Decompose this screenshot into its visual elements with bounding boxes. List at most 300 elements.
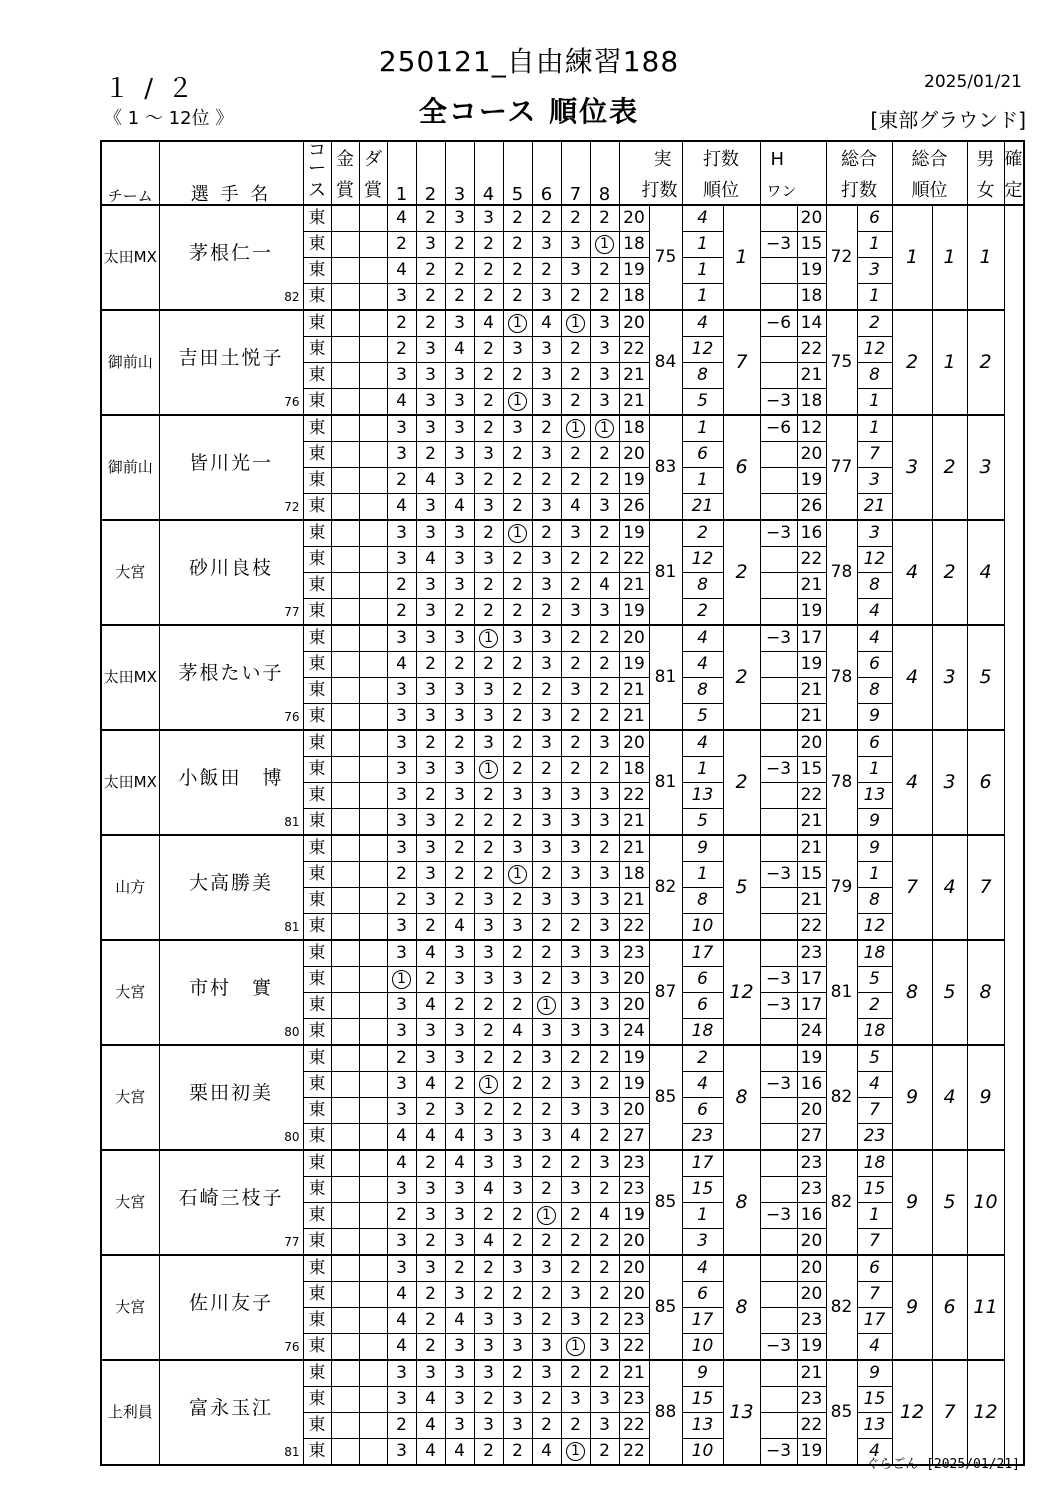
hole-score-3 — [445, 547, 474, 573]
course-cell: 東 — [303, 835, 331, 862]
player-age: 76 — [284, 1340, 300, 1354]
gold-prize-cell — [331, 520, 359, 547]
player-age: 81 — [284, 815, 300, 829]
round-total-rank: 1 — [857, 232, 892, 258]
hole-score-2 — [416, 1282, 445, 1308]
hole-score-1 — [387, 1413, 416, 1439]
print-date: 2025/01/21 — [924, 72, 1022, 92]
player-name: 茅根たい子 — [178, 662, 284, 684]
gold-prize-cell — [331, 652, 359, 678]
hole-score-value: 3 — [425, 838, 436, 858]
hole-score-value: 3 — [570, 1021, 581, 1041]
hole-score-value: 2 — [483, 260, 494, 280]
hole-score-value: 2 — [512, 549, 523, 569]
round-rank: 17 — [682, 1308, 723, 1334]
hole-score-value: 2 — [425, 1336, 436, 1356]
hole-score-value: 4 — [425, 1441, 436, 1461]
gold-prize-cell — [331, 862, 359, 888]
hole-score-value: 4 — [454, 496, 465, 516]
da-prize-cell — [359, 1098, 387, 1124]
hole-score-value: 2 — [541, 418, 552, 438]
hole-score-5 — [503, 757, 532, 783]
hole-score-value: 3 — [396, 1021, 407, 1041]
round-rank: 5 — [682, 809, 723, 836]
round-subtotal: 21 — [619, 363, 649, 389]
team-name: 大宮 — [101, 940, 159, 1045]
hole-score-value: 3 — [396, 1074, 407, 1094]
round-total-rank: 8 — [857, 363, 892, 389]
hole-score-value: 3 — [425, 391, 436, 411]
hole-score-5 — [503, 310, 532, 337]
round-total: 15 — [797, 232, 826, 258]
hole-in-one-bonus — [760, 1360, 797, 1387]
course-cell: 東 — [303, 415, 331, 442]
hole-in-one-mark: 1 — [508, 314, 527, 333]
hole-score-8 — [590, 652, 619, 678]
hole-score-value: 2 — [570, 1048, 581, 1068]
da-prize-cell — [359, 862, 387, 888]
hole-in-one-bonus: −3 — [760, 993, 797, 1019]
gold-prize-cell — [331, 205, 359, 232]
page-number: １ / ２ — [104, 74, 197, 104]
hole-score-2 — [416, 258, 445, 284]
hole-score-value: 2 — [396, 864, 407, 884]
hole-score-value: 3 — [541, 1021, 552, 1041]
hole-score-4 — [474, 914, 503, 941]
hole-score-value: 3 — [396, 706, 407, 726]
hole-score-7 — [561, 1334, 590, 1361]
hole-score-value: 3 — [396, 1441, 407, 1461]
hole-score-4 — [474, 809, 503, 836]
hole-score-value: 2 — [541, 1100, 552, 1120]
gold-prize-cell — [331, 284, 359, 311]
player-name: 吉田土悦子 — [178, 347, 284, 369]
hole-score-3 — [445, 1019, 474, 1046]
hole-score-value: 2 — [541, 1389, 552, 1409]
hole-score-value: 3 — [396, 680, 407, 700]
hole-score-8 — [590, 232, 619, 258]
round-subtotal: 20 — [619, 205, 649, 232]
hole-score-8 — [590, 599, 619, 626]
gold-prize-cell — [331, 1360, 359, 1387]
hole-score-value: 2 — [396, 575, 407, 595]
round-rank: 2 — [682, 1045, 723, 1072]
hole-score-value: 4 — [541, 313, 552, 333]
round-total: 18 — [797, 389, 826, 416]
round-subtotal: 18 — [619, 757, 649, 783]
da-prize-cell — [359, 363, 387, 389]
total-rank: 7 — [892, 835, 932, 940]
hole-in-one-bonus: −3 — [760, 1072, 797, 1098]
hole-score-value: 3 — [570, 864, 581, 884]
hole-score-value: 2 — [570, 1258, 581, 1278]
hole-score-value: 3 — [483, 496, 494, 516]
hole-score-value: 2 — [570, 208, 581, 228]
hole-score-8 — [590, 835, 619, 862]
table-row — [101, 520, 1024, 547]
hole-score-value: 3 — [541, 1048, 552, 1068]
round-total: 21 — [797, 573, 826, 599]
hole-score-5 — [503, 1255, 532, 1282]
hole-score-7 — [561, 993, 590, 1019]
hole-score-value: 3 — [570, 943, 581, 963]
hole-score-value: 2 — [454, 864, 465, 884]
course-cell: 東 — [303, 1098, 331, 1124]
hole-score-5 — [503, 914, 532, 941]
hole-score-value: 3 — [570, 811, 581, 831]
round-subtotal: 19 — [619, 468, 649, 494]
hole-score-5 — [503, 337, 532, 363]
hole-in-one-bonus — [760, 573, 797, 599]
player-age: 76 — [284, 710, 300, 724]
hole-score-value: 3 — [396, 365, 407, 385]
hole-in-one-bonus: −3 — [760, 232, 797, 258]
hole-score-5 — [503, 494, 532, 521]
round-total-rank: 7 — [857, 1229, 892, 1256]
course-cell: 東 — [303, 993, 331, 1019]
round-total: 23 — [797, 940, 826, 967]
round-subtotal: 22 — [619, 547, 649, 573]
total-strokes: 79 — [826, 835, 857, 940]
hole-score-3 — [445, 1439, 474, 1466]
total-strokes: 78 — [826, 625, 857, 730]
hole-score-value: 4 — [483, 313, 494, 333]
hole-score-1 — [387, 625, 416, 652]
hole-score-value: 3 — [483, 1126, 494, 1146]
hole-score-value: 3 — [454, 1336, 465, 1356]
header-course-bottom: ス — [303, 178, 331, 205]
player-name: 市村 實 — [188, 977, 273, 999]
hole-in-one-mark: 1 — [566, 1337, 585, 1356]
hole-score-4 — [474, 1072, 503, 1098]
round-total-rank: 7 — [857, 442, 892, 468]
round-subtotal: 18 — [619, 862, 649, 888]
hole-score-2 — [416, 1360, 445, 1387]
hole-score-8 — [590, 442, 619, 468]
player-name: 富永玉江 — [188, 1397, 273, 1419]
table-row — [101, 730, 1024, 757]
course-cell: 東 — [303, 730, 331, 757]
hole-score-value: 2 — [425, 313, 436, 333]
total-rank: 4 — [892, 730, 932, 835]
hole-score-2 — [416, 993, 445, 1019]
gold-prize-cell — [331, 310, 359, 337]
round-total-rank: 4 — [857, 1439, 892, 1466]
course-cell: 東 — [303, 389, 331, 416]
hole-score-4 — [474, 652, 503, 678]
hole-score-value: 3 — [454, 313, 465, 333]
round-subtotal: 23 — [619, 1308, 649, 1334]
da-prize-cell — [359, 757, 387, 783]
hole-score-6 — [532, 940, 561, 967]
hole-score-value: 2 — [541, 1231, 552, 1251]
hole-score-5 — [503, 730, 532, 757]
gold-prize-cell — [331, 389, 359, 416]
hole-score-value: 2 — [512, 1363, 523, 1383]
hole-score-8 — [590, 205, 619, 232]
hole-score-4 — [474, 1229, 503, 1256]
course-cell: 東 — [303, 625, 331, 652]
hole-score-1 — [387, 1308, 416, 1334]
header-hone-bottom: ワン — [760, 178, 826, 205]
hole-score-5 — [503, 1413, 532, 1439]
hole-score-3 — [445, 835, 474, 862]
round-total-rank: 17 — [857, 1308, 892, 1334]
round-total: 15 — [797, 862, 826, 888]
gender-rank: 5 — [932, 940, 967, 1045]
round-total: 22 — [797, 547, 826, 573]
hole-score-value: 2 — [599, 706, 610, 726]
player-name: 石崎三枝子 — [178, 1187, 284, 1209]
hole-score-3 — [445, 1387, 474, 1413]
hole-score-4 — [474, 1203, 503, 1229]
hole-score-6 — [532, 415, 561, 442]
round-total: 21 — [797, 1360, 826, 1387]
hole-score-value: 2 — [396, 1415, 407, 1435]
hole-score-value: 3 — [541, 1126, 552, 1146]
hole-score-value: 2 — [570, 286, 581, 306]
hole-score-value: 2 — [483, 1389, 494, 1409]
strokes-rank: 2 — [723, 520, 760, 625]
round-total-rank: 9 — [857, 835, 892, 862]
gold-prize-cell — [331, 1439, 359, 1466]
round-total-rank: 6 — [857, 205, 892, 232]
hole-score-1 — [387, 1177, 416, 1203]
round-total: 19 — [797, 1045, 826, 1072]
hole-score-3 — [445, 284, 474, 311]
hole-in-one-bonus — [760, 284, 797, 311]
header-total-bottom: 打数 — [826, 178, 892, 205]
hole-score-3 — [445, 1413, 474, 1439]
gender-rank: 6 — [932, 1255, 967, 1360]
round-rank: 9 — [682, 1360, 723, 1387]
hole-score-2 — [416, 1229, 445, 1256]
actual-strokes: 85 — [649, 1255, 682, 1360]
round-total-rank: 5 — [857, 967, 892, 993]
hole-score-value: 3 — [454, 1021, 465, 1041]
hole-score-value: 3 — [541, 785, 552, 805]
hole-score-2 — [416, 494, 445, 521]
round-subtotal: 21 — [619, 573, 649, 599]
hole-score-value: 2 — [454, 654, 465, 674]
hole-score-value: 2 — [541, 601, 552, 621]
hole-score-2 — [416, 862, 445, 888]
hole-score-1 — [387, 389, 416, 416]
hole-score-5 — [503, 967, 532, 993]
round-total-rank: 12 — [857, 337, 892, 363]
hole-score-value: 3 — [599, 864, 610, 884]
hole-score-value: 2 — [454, 260, 465, 280]
round-total: 20 — [797, 730, 826, 757]
hole-score-value: 2 — [396, 339, 407, 359]
da-prize-cell — [359, 835, 387, 862]
round-total-rank: 1 — [857, 757, 892, 783]
hole-score-1 — [387, 232, 416, 258]
gold-prize-cell — [331, 232, 359, 258]
hole-score-value: 3 — [396, 1389, 407, 1409]
strokes-rank: 12 — [723, 940, 760, 1045]
round-rank: 4 — [682, 652, 723, 678]
hole-score-value: 3 — [425, 365, 436, 385]
player-age: 80 — [284, 1130, 300, 1144]
hole-score-value: 3 — [425, 1258, 436, 1278]
total-rank: 12 — [892, 1360, 932, 1465]
actual-strokes: 82 — [649, 835, 682, 940]
hole-score-value: 3 — [425, 1205, 436, 1225]
round-subtotal: 19 — [619, 258, 649, 284]
hole-score-value: 2 — [454, 733, 465, 753]
hole-score-value: 2 — [483, 234, 494, 254]
document-subtitle: 全コース 順位表 — [418, 95, 640, 128]
hole-score-3 — [445, 442, 474, 468]
course-cell: 東 — [303, 1308, 331, 1334]
hole-score-value: 3 — [396, 838, 407, 858]
hole-score-4 — [474, 1334, 503, 1361]
gold-prize-cell — [331, 337, 359, 363]
total-rank: 1 — [892, 205, 932, 310]
gender-rank: 2 — [932, 415, 967, 520]
hole-score-value: 3 — [396, 759, 407, 779]
header-hole-6: 6 — [532, 141, 561, 205]
hole-score-value: 3 — [425, 1363, 436, 1383]
hole-score-value: 2 — [454, 811, 465, 831]
hole-score-7 — [561, 415, 590, 442]
hole-score-value: 3 — [454, 1389, 465, 1409]
hole-score-2 — [416, 730, 445, 757]
hole-score-value: 2 — [454, 1074, 465, 1094]
hole-score-value: 2 — [483, 339, 494, 359]
hole-score-value: 3 — [396, 1100, 407, 1120]
hole-score-6 — [532, 232, 561, 258]
hole-score-6 — [532, 1413, 561, 1439]
hole-score-value: 2 — [512, 601, 523, 621]
hole-score-4 — [474, 573, 503, 599]
header-final-bottom: 定 — [1004, 178, 1024, 205]
hole-score-value: 2 — [570, 1363, 581, 1383]
hole-score-value: 3 — [541, 549, 552, 569]
team-name: 山方 — [101, 835, 159, 940]
hole-score-4 — [474, 520, 503, 547]
hole-score-2 — [416, 205, 445, 232]
hole-score-value: 2 — [396, 1048, 407, 1068]
round-rank: 13 — [682, 1413, 723, 1439]
header-strokes-rank-bottom: 順位 — [682, 178, 760, 205]
hole-score-7 — [561, 547, 590, 573]
hole-score-1 — [387, 337, 416, 363]
hole-in-one-bonus: −3 — [760, 862, 797, 888]
hole-score-2 — [416, 389, 445, 416]
document-title: 250121_自由練習188 — [378, 45, 680, 78]
hole-score-value: 3 — [570, 995, 581, 1015]
gold-prize-cell — [331, 1308, 359, 1334]
round-rank: 15 — [682, 1177, 723, 1203]
hole-score-4 — [474, 232, 503, 258]
gold-prize-cell — [331, 993, 359, 1019]
da-prize-cell — [359, 652, 387, 678]
hole-score-7 — [561, 1203, 590, 1229]
hole-score-2 — [416, 1308, 445, 1334]
hole-in-one-bonus — [760, 1019, 797, 1046]
hole-score-8 — [590, 914, 619, 941]
round-rank: 13 — [682, 783, 723, 809]
player-name-cell — [159, 415, 303, 520]
hole-score-5 — [503, 599, 532, 626]
hole-score-value: 2 — [570, 916, 581, 936]
hole-score-3 — [445, 940, 474, 967]
hole-score-value: 4 — [454, 1153, 465, 1173]
hole-score-value: 3 — [512, 1153, 523, 1173]
hole-score-value: 3 — [512, 1179, 523, 1199]
hole-score-4 — [474, 967, 503, 993]
hole-score-value: 2 — [599, 1310, 610, 1330]
course-cell: 東 — [303, 862, 331, 888]
hole-score-4 — [474, 1439, 503, 1466]
hole-score-value: 2 — [425, 1284, 436, 1304]
course-cell: 東 — [303, 652, 331, 678]
da-prize-cell — [359, 599, 387, 626]
round-subtotal: 20 — [619, 993, 649, 1019]
hole-score-value: 2 — [454, 995, 465, 1015]
player-age: 81 — [284, 920, 300, 934]
hole-score-7 — [561, 1072, 590, 1098]
gold-prize-cell — [331, 1098, 359, 1124]
hole-score-5 — [503, 993, 532, 1019]
round-subtotal: 19 — [619, 652, 649, 678]
hole-score-5 — [503, 205, 532, 232]
hole-score-1 — [387, 914, 416, 941]
hole-score-3 — [445, 625, 474, 652]
actual-strokes: 81 — [649, 625, 682, 730]
hole-score-value: 3 — [396, 916, 407, 936]
round-rank: 8 — [682, 888, 723, 914]
hole-score-4 — [474, 783, 503, 809]
hole-score-value: 4 — [483, 1231, 494, 1251]
hole-score-7 — [561, 1308, 590, 1334]
hole-score-3 — [445, 415, 474, 442]
round-total: 20 — [797, 1229, 826, 1256]
hole-score-value: 3 — [454, 785, 465, 805]
round-rank: 17 — [682, 1150, 723, 1177]
hole-score-value: 3 — [483, 1153, 494, 1173]
gold-prize-cell — [331, 835, 359, 862]
round-rank: 10 — [682, 914, 723, 941]
hole-in-one-bonus — [760, 1045, 797, 1072]
hole-score-1 — [387, 704, 416, 731]
total-strokes: 81 — [826, 940, 857, 1045]
hole-score-value: 2 — [483, 1441, 494, 1461]
player-age: 76 — [284, 395, 300, 409]
hole-score-8 — [590, 494, 619, 521]
da-prize-cell — [359, 1072, 387, 1098]
gold-prize-cell — [331, 678, 359, 704]
round-total-rank: 13 — [857, 783, 892, 809]
hole-in-one-mark: 1 — [537, 996, 556, 1015]
hole-score-1 — [387, 1072, 416, 1098]
hole-score-value: 2 — [425, 785, 436, 805]
round-total: 19 — [797, 258, 826, 284]
hole-score-8 — [590, 1255, 619, 1282]
hole-score-8 — [590, 757, 619, 783]
hole-score-6 — [532, 1150, 561, 1177]
round-total-rank: 21 — [857, 494, 892, 521]
footer-credit: ぐらごん [2025/01/21] — [866, 1457, 1020, 1472]
hole-score-7 — [561, 205, 590, 232]
hole-score-8 — [590, 1124, 619, 1151]
hole-score-value: 2 — [541, 680, 552, 700]
course-cell: 東 — [303, 809, 331, 836]
course-cell: 東 — [303, 704, 331, 731]
round-total: 17 — [797, 993, 826, 1019]
